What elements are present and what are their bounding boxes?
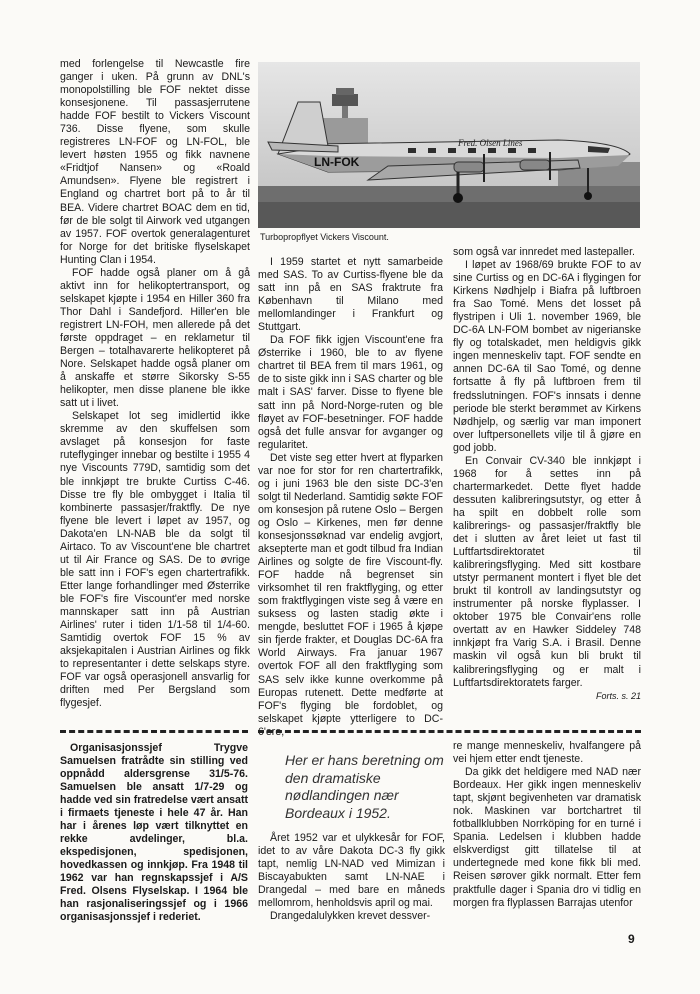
- continued-note: Forts. s. 21: [595, 690, 641, 701]
- page-number: 9: [628, 932, 635, 946]
- divider-right: [258, 730, 641, 733]
- column-3: [453, 246, 641, 703]
- aircraft-photo: [258, 62, 640, 228]
- column-1: [60, 58, 250, 710]
- story-column-2: [453, 740, 641, 910]
- paragraph: Året 1952 var et ulykkesår for FOF, idet to av våre Dakota DC-3 fly gikk tapt, nemlig LN-NAD ved Mimizan i Biscayabukten samt LN-NAE i Drangedal – med bare en måneds mellomrom, henholdsvis april og mai.: [258, 832, 445, 910]
- continued-note-row: [453, 690, 641, 703]
- registration-marking: LN-FOK: [314, 155, 360, 169]
- viscount-photo-illustration: [258, 62, 640, 228]
- paragraph: Selskapet lot seg imidlertid ikke skremme av den skuffelsen som avslaget på konsesjon for faste ruteflyginger innebar og bestilte i 1955 4 nye Viscounts 779D, samtidig som det ble innkjøpt tre brukte Curtiss C-46. Disse tre fly ble ombygget i Italia til kombinerte passasjer/fraktfly. De nye flyene ble levert i løpet av 1957, og Dakota'en LN-NAB ble da solgt til Airtaco. To av Viscount'ene ble chartret ut til Air France og SAS. De to øvrige ble satt inn i FOF's egen chartertrafikk. Etter lange forhandlinger med Østerrike ble FOF's fire Viscount'er med norske mannskaper satt inn på Austrian Airlines' ruter i tiden 1/1-58 til 1/4-60. Samtidig overtok FOF 15 % av aksjekapitalen i Austrian Airlines og fikk to representanter i dette selskaps styre. FOF var også operasjonell ansvarlig for driften med Per Bergsland som flygesjef.: [60, 410, 250, 710]
- column-2: [258, 256, 443, 739]
- paragraph: Da FOF fikk igjen Viscount'ene fra Østerrike i 1960, ble to av flyene chartret til BEA frem til mars 1961, og de to siste gikk inn i SAS charter og ble malt i SAS' farver. Disse to flyene ble satt inn på Nord-Norge-ruten og ble fløyet av FOF-besetninger. FOF hadde også det fulle ansvar for avganger og regularitet.: [258, 334, 443, 451]
- paragraph: re mange menneskeliv, hvalfangere på vei hjem etter endt tjeneste.: [453, 740, 641, 766]
- paragraph: I 1959 startet et nytt samarbeide med SAS. To av Curtiss-flyene ble da satt inn på en SAS fraktrute fra København til Milano med mellomlandinger i Frankfurt og Stuttgart.: [258, 256, 443, 334]
- paragraph: med forlengelse til Newcastle fire ganger i uken. På grunn av DNL's monopolstilling ble FOF nektet disse konsesjonene. Til passasjerrutene hadde FOF bestilt to Vickers Viscount 736. Disse flyene, som skulle registreres LN-FOF og LN-FOL, ble levert høsten 1955 og fikk navnene «Fridtjof Nansen» og «Roald Amundsen». Flyene ble registrert i England og chartret bort på to år til BEA. Videre chartret BOAC dem en tid, før de ble solgt til Airwork ved utgangen av 1957. FOF overtok generalagenturet for Norge for det britiske flyselskapet Hunting Clan i 1954.: [60, 58, 250, 266]
- photo-caption: Turbopropflyet Vickers Viscount.: [260, 232, 389, 242]
- livery-marking: Fred. Olsen Lines: [458, 138, 523, 148]
- paragraph: I løpet av 1968/69 brukte FOF to av sine Curtiss og en DC-6A i flygingen for Kirkens Nødhjelp i Biafra på luftbroen fra Sao Tomé. Mens det losset på flystripen i Uli 1. november 1969, ble DC-6A LN-FOM bombet av nigerianske fly og totalskadet, men heldigvis gikk ingen menneskeliv tapt. FOF sendte en annen DC-6A til Sao Tomé, og denne fortsatte å fly på luftbroen frem til fredsslutningen. FOF's innsats i denne periode ble sterkt berømmet av Kirkens Nødhjelp, og særlig var man imponert over luftpersonellets vilje til å gjøre en god jobb.: [453, 259, 641, 454]
- divider-left: [60, 730, 248, 733]
- biography-box: Organisasjonssjef Trygve Samuelsen fratrådte sin stilling ved oppnådd aldersgrense 31/5-76. Samuelsen ble ansatt 1/7-29 og hadde ved sin fratredelse vært ansatt i firmaets tjeneste i hele 47 år. Han har i årenes løp vært tilknyttet en rekke avdelinger, bl.a. ekspedisjonen, spedisjonen, hovedkassen og innkjøp. Fra 1948 til 1962 var han regnskapssjef i A/S Fred. Olsens Flyselskap. I 1964 ble han rasjonaliseringssjef og i 1966 organisasjonssjef i rederiet.: [60, 742, 248, 923]
- paragraph: Da gikk det heldigere med NAD nær Bordeaux. Her gikk ingen menneskeliv tapt, skjønt begivenheten var dramatisk nok. Maskinen var bortchartret til fotballklubben Norrköping for en turné i Spania. Ledelsen i klubben hadde elskverdigst gitt tillatelse til at undertegnede med kone fikk bli med. Reisen sørover gikk normalt. Etter fem praktfulle dager i Spania dro vi tidlig en morgen fra flyplassen Barrajas utenfor: [453, 766, 641, 909]
- story-column-1: [258, 832, 445, 923]
- paragraph: En Convair CV-340 ble innkjøpt i 1968 for å settes inn på chartermarkedet. Dette flyet hadde dessuten kalibreringsutstyr, og etter å ha spilt en dobbelt rolle som kalibrerings- og passasjer/fraktfly ble det i slutten av året leiet ut fast til Luftfartsdirektoratet til kalibreringsflyging. Med sitt kostbare utstyr permanent montert i flyet ble det brukt til kontroll av landingsutstyr og instrumenter på norske flyplasser. I oktober 1975 ble Convair'ens rolle overtatt av en Hawker Siddeley 748 innkjøpt fra Varig S.A. i Brasil. Denne maskin vil også kun bli brukt til kalibreringsflyging og er malt i Luftfartsdirektoratets farger.: [453, 454, 641, 689]
- paragraph: FOF hadde også planer om å gå aktivt inn for helikoptertransport, og selskapet kjøpte i 1954 en Hiller 360 fra Thor Dahl i Sandefjord. Hiller'en ble registrert LN-FOH, men allerede på det første oppdraget – en reklametur til Bergen – totalhavarerte helikopteret på Nore. Selskapet hadde også planer om å anskaffe et større Sikorsky S-55 helikopter, men disse planene ble ikke satt ut i livet.: [60, 266, 250, 410]
- paragraph: Det viste seg etter hvert at flyparken var noe for stor for ren chartertrafikk, og i juni 1963 ble den siste DC-3'en solgt til Nederland. Samtidig søkte FOF om konsesjon på rutene Oslo – Bergen og Oslo – Kirkenes, men før denne konsesjonssøknad var endelig avgjort, aksepterte man et godt tilbud fra Indian Airlines og solgte de fire Viscount-fly. FOF hadde nå begrenset sin virksomhet til ren fraktflyging, og etter som fraktflygingen viste seg å være en suksess og lasten stadig økte i mengde, besluttet FOF i 1965 å kjøpe sin fjerde frakter, et Douglas DC-6A fra World Airways. Fra januar 1967 overtok FOF all den fraktflyging som SAS selv ikke kunne overkomme på Europas rutenett. Dette medførte at FOF's flyging ble fordoblet, og selskapet kjøpte ytterligere to DC-6'ere,: [258, 451, 443, 738]
- pull-quote: Her er hans beretning om den dramatiske nødlandingen nær Bordeaux i 1952.: [285, 752, 444, 821]
- paragraph: Drangedalulykken krevet dessver-: [270, 910, 431, 923]
- paragraph: som også var innredet med lastepaller.: [453, 246, 635, 258]
